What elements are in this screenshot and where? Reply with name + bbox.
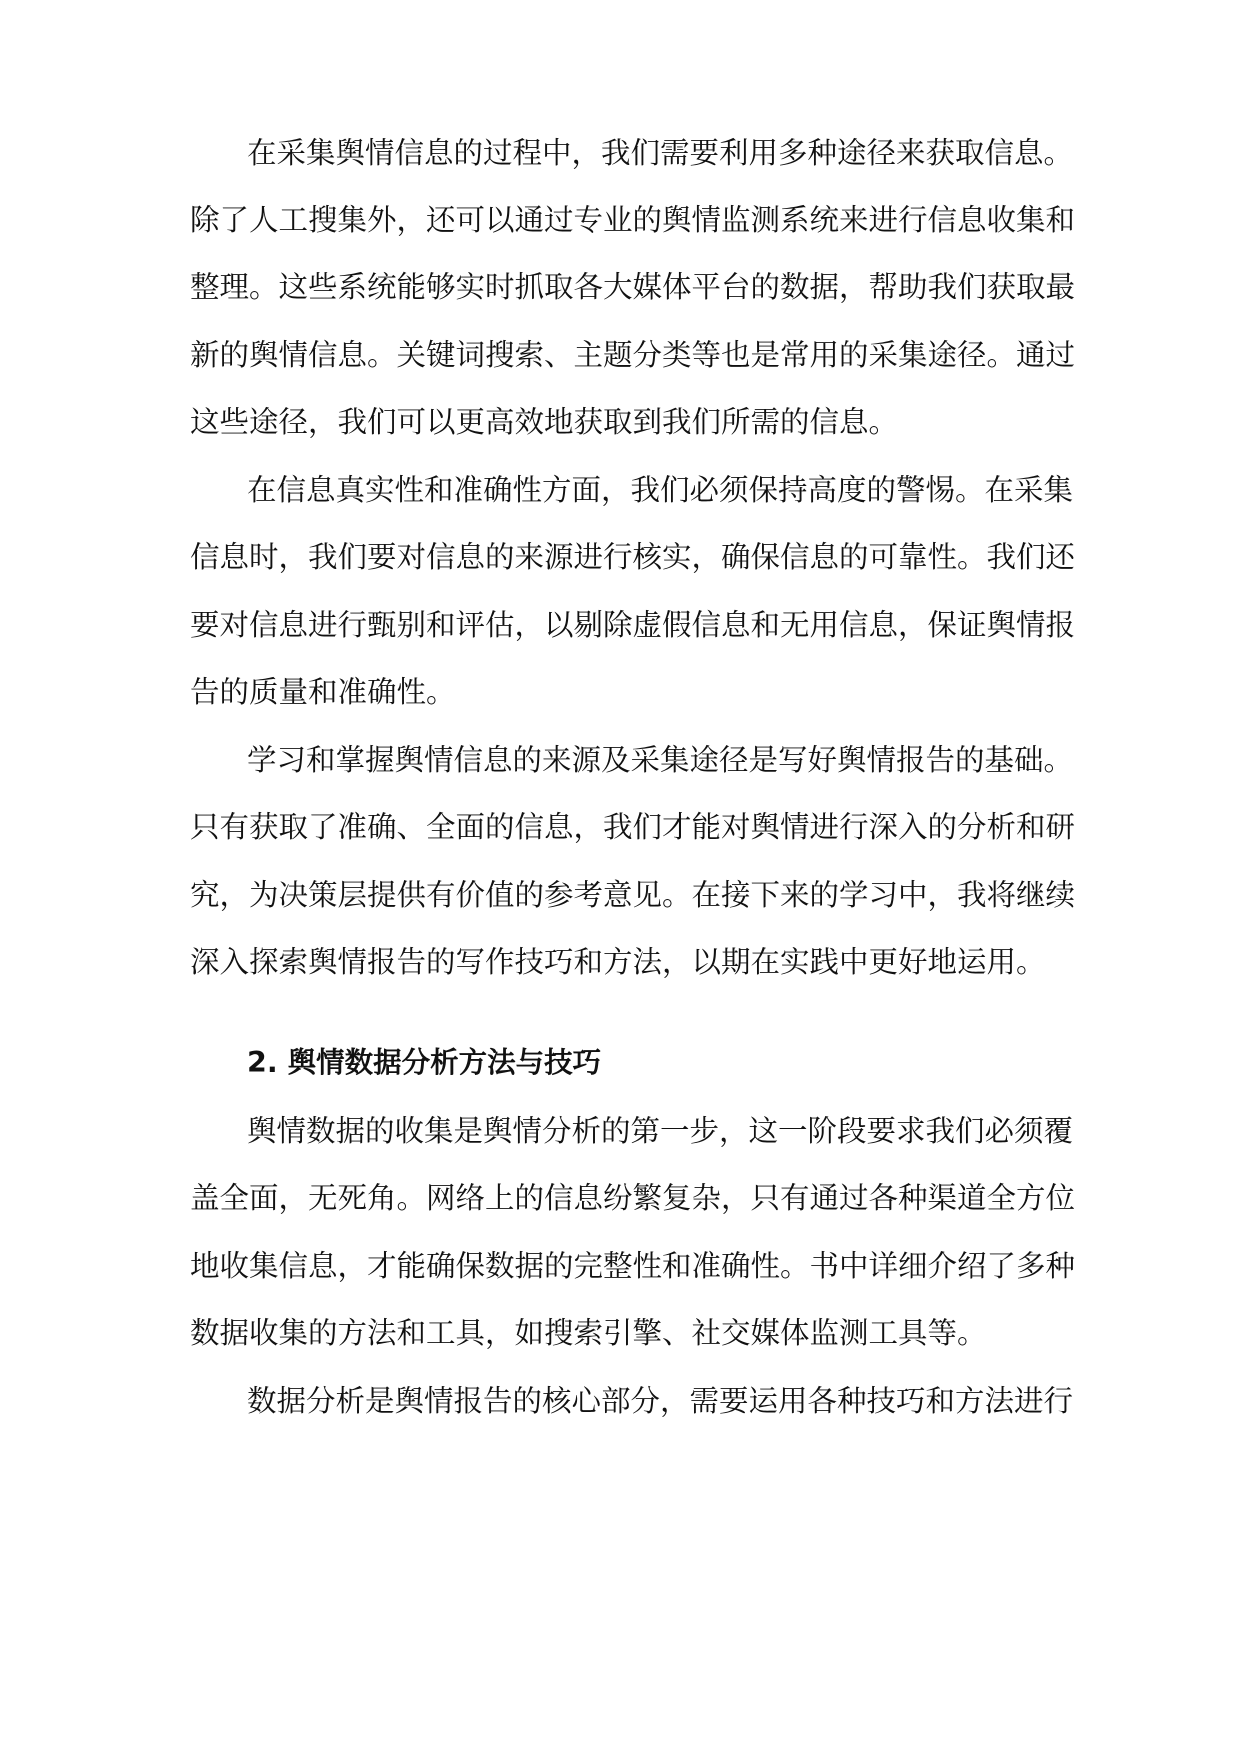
paragraph-4-line-2: 盖全面，无死角。网络上的信息纷繁复杂，只有通过各种渠道全方位 — [190, 1181, 1076, 1215]
paragraph-1-line-3: 整理。这些系统能够实时抓取各大媒体平台的数据，帮助我们获取最 — [190, 270, 1076, 304]
paragraph-3-line-1: 学习和掌握舆情信息的来源及采集途径是写好舆情报告的基础。 — [247, 743, 1074, 777]
paragraph-1-line-5: 这些途径，我们可以更高效地获取到我们所需的信息。 — [190, 405, 899, 439]
paragraph-3-line-3: 究，为决策层提供有价值的参考意见。在接下来的学习中，我将继续 — [190, 878, 1076, 912]
paragraph-5-line-1: 数据分析是舆情报告的核心部分，需要运用各种技巧和方法进行 — [247, 1384, 1074, 1418]
paragraph-3-line-2: 只有获取了准确、全面的信息，我们才能对舆情进行深入的分析和研 — [190, 810, 1076, 844]
paragraph-2-line-4: 告的质量和准确性。 — [190, 675, 456, 709]
paragraph-2-line-2: 信息时，我们要对信息的来源进行核实，确保信息的可靠性。我们还 — [190, 540, 1076, 574]
paragraph-4-line-1: 舆情数据的收集是舆情分析的第一步，这一阶段要求我们必须覆 — [247, 1114, 1074, 1148]
paragraph-4-line-4: 数据收集的方法和工具，如搜索引擎、社交媒体监测工具等。 — [190, 1316, 987, 1350]
paragraph-4-line-3: 地收集信息，才能确保数据的完整性和准确性。书中详细介绍了多种 — [190, 1249, 1076, 1283]
paragraph-1-line-1: 在采集舆情信息的过程中，我们需要利用多种途径来获取信息。 — [247, 136, 1074, 170]
paragraph-2-line-3: 要对信息进行甄别和评估，以剔除虚假信息和无用信息，保证舆情报 — [190, 608, 1076, 642]
paragraph-2-line-1: 在信息真实性和准确性方面，我们必须保持高度的警惕。在采集 — [247, 473, 1074, 507]
section-heading: 2. 舆情数据分析方法与技巧 — [247, 1046, 602, 1079]
paragraph-3-line-4: 深入探索舆情报告的写作技巧和方法，以期在实践中更好地运用。 — [190, 945, 1046, 979]
paragraph-1-line-4: 新的舆情信息。关键词搜索、主题分类等也是常用的采集途径。通过 — [190, 338, 1076, 372]
paragraph-1-line-2: 除了人工搜集外，还可以通过专业的舆情监测系统来进行信息收集和 — [190, 203, 1076, 237]
